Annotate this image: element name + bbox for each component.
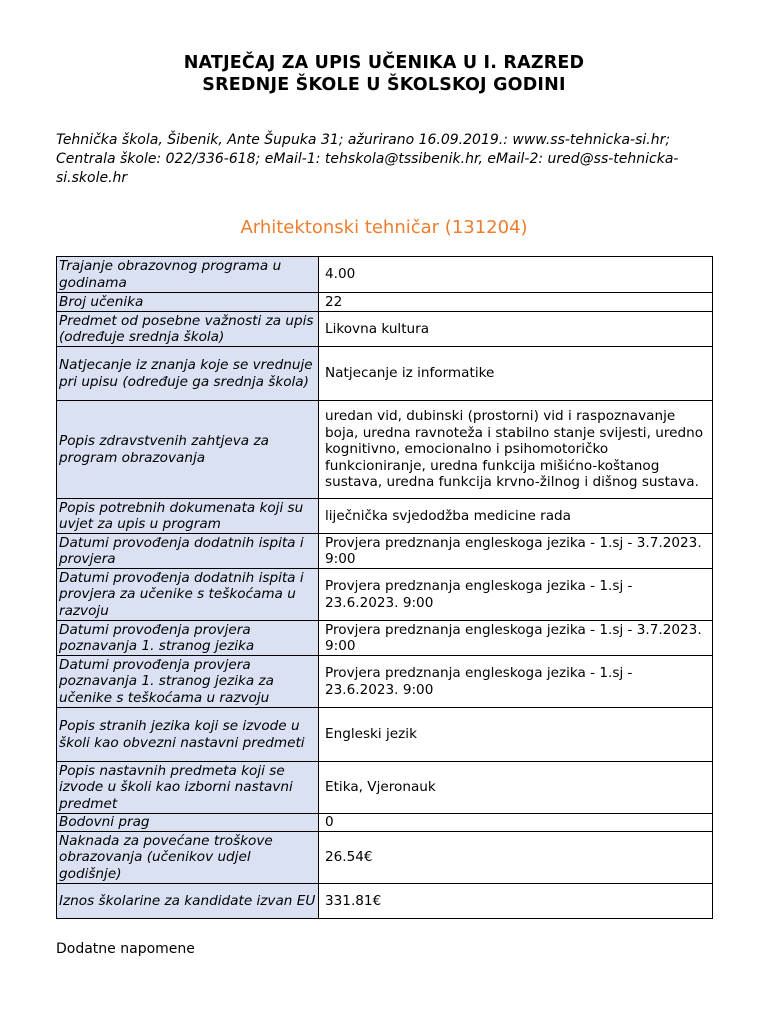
table-row — [57, 499, 713, 534]
page-title-line-1: NATJEČAJ ZA UPIS UČENIKA U I. RAZRED — [183, 53, 585, 73]
row-value: uredan vid, dubinski (prostorni) vid i raspoznavanje boja, uredna ravnoteža i stabilno stanje svijesti, uredno kognitivno, emocionalno i psihomotoričko funkcioniranje, uredna funkcija mišićno-koštanog sustava, uredna funkcija krvno-žilnog i dišnog sustava. — [319, 401, 713, 499]
row-value: liječnička svjedodžba medicine rada — [319, 499, 713, 534]
row-label: Predmet od posebne važnosti za upis (određuje srednja škola) — [57, 312, 319, 347]
row-value: 0 — [319, 814, 713, 832]
row-label: Popis stranih jezika koji se izvode u školi kao obvezni nastavni predmeti — [57, 708, 319, 762]
row-label: Popis zdravstvenih zahtjeva za program obrazovanja — [57, 401, 319, 499]
row-label: Broj učenika — [57, 293, 319, 312]
table-row — [57, 814, 713, 832]
table-row — [57, 621, 713, 656]
table-row — [57, 401, 713, 499]
row-label: Datumi provođenja provjera poznavanja 1. stranog jezika za učenike s teškoćama u razvoju — [57, 656, 319, 708]
row-value: Provjera predznanja engleskoga jezika - 1.sj - 23.6.2023. 9:00 — [319, 569, 713, 621]
row-value: Engleski jezik — [319, 708, 713, 762]
row-label: Popis potrebnih dokumenata koji su uvjet za upis u program — [57, 499, 319, 534]
row-value: Provjera predznanja engleskoga jezika - 1.sj - 3.7.2023. 9:00 — [319, 534, 713, 569]
table-row — [57, 832, 713, 884]
row-label: Datumi provođenja dodatnih ispita i provjera — [57, 534, 319, 569]
row-value: 331.81€ — [319, 884, 713, 919]
table-row — [57, 347, 713, 401]
table-row — [57, 569, 713, 621]
row-label: Natjecanje iz znanja koje se vrednuje pri upisu (određuje ga srednja škola) — [57, 347, 319, 401]
row-value: 4.00 — [319, 257, 713, 293]
table-row — [57, 884, 713, 919]
page-title — [0, 52, 768, 96]
row-value: Natjecanje iz informatike — [319, 347, 713, 401]
row-label: Bodovni prag — [57, 814, 319, 832]
row-label: Popis nastavnih predmeta koji se izvode u školi kao izborni nastavni predmet — [57, 762, 319, 814]
row-value: 26.54€ — [319, 832, 713, 884]
table-row — [57, 312, 713, 347]
row-value: Provjera predznanja engleskoga jezika - 1.sj - 23.6.2023. 9:00 — [319, 656, 713, 708]
row-label: Datumi provođenja provjera poznavanja 1. stranog jezika — [57, 621, 319, 656]
row-label: Datumi provođenja dodatnih ispita i provjera za učenike s teškoćama u razvoju — [57, 569, 319, 621]
table-row — [57, 293, 713, 312]
row-label: Iznos školarine za kandidate izvan EU — [57, 884, 319, 919]
table-row — [57, 257, 713, 293]
program-title: Arhitektonski tehničar (131204) — [240, 217, 528, 238]
row-value: Likovna kultura — [319, 312, 713, 347]
row-value: Provjera predznanja engleskoga jezika - 1.sj - 3.7.2023. 9:00 — [319, 621, 713, 656]
table-row — [57, 762, 713, 814]
row-label: Naknada za povećane troškove obrazovanja (učenikov udjel godišnje) — [57, 832, 319, 884]
row-value: Etika, Vjeronauk — [319, 762, 713, 814]
page-title-line-2: SREDNJE ŠKOLE U ŠKOLSKOJ GODINI — [202, 75, 566, 95]
row-label: Trajanje obrazovnog programa u godinama — [57, 257, 319, 293]
table-row — [57, 534, 713, 569]
program-details-table — [56, 256, 713, 919]
table-row — [57, 708, 713, 762]
school-info: Tehnička škola, Šibenik, Ante Šupuka 31; ažurirano 16.09.2019.: www.ss-tehnicka-si.hr; Centrala škole: 022/336-618; eMail-1: tehskola@tssibenik.hr, eMail-2: ured@ss-tehnicka-si.skole.hr — [56, 132, 679, 186]
table-row — [57, 656, 713, 708]
row-value: 22 — [319, 293, 713, 312]
additional-notes-label: Dodatne napomene — [56, 941, 195, 957]
